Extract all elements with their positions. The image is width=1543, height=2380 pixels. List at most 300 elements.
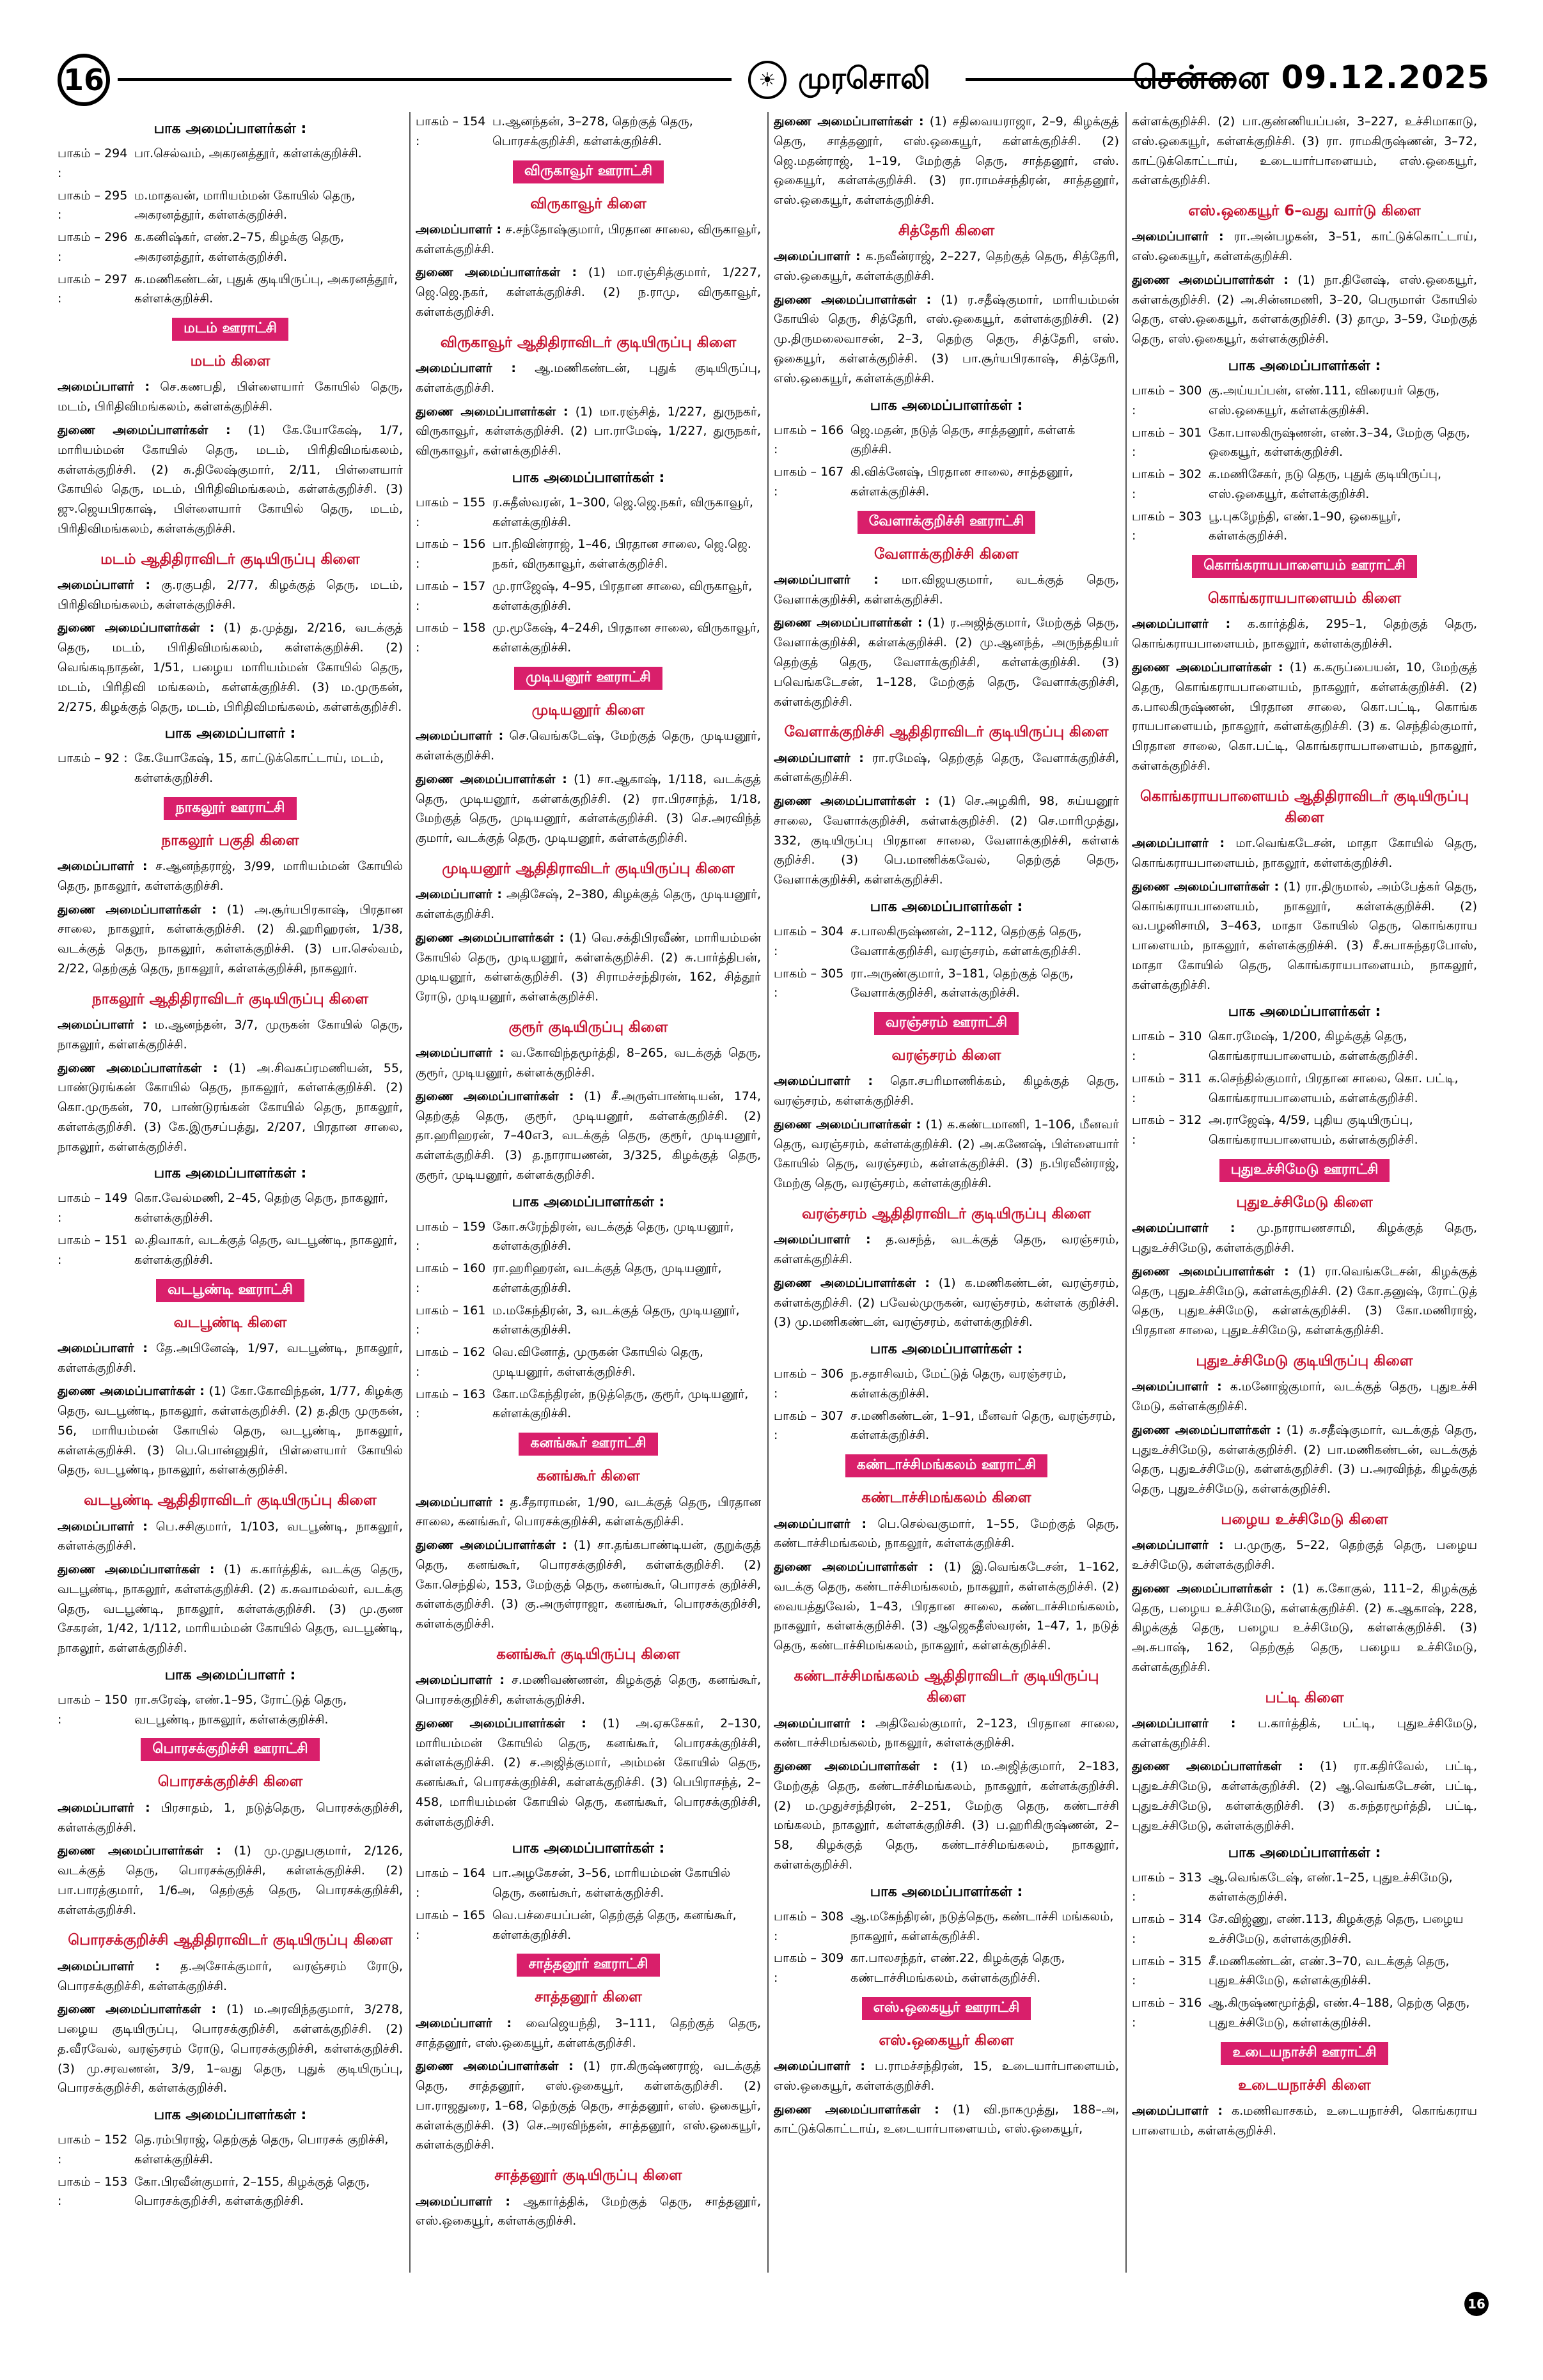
booth-details: ரா.ஹரிஹரன், வடக்குத் தெரு, முடியனூர், கள்ளக்குறிச்சி. [492,1261,722,1295]
member-entry [416,1493,761,1532]
booth-details: மு.மூகேஷ், 4–24சி, பிரதான சாலை, விருகாவூர், கள்ளக்குறிச்சி. [492,621,760,655]
branch-heading: மடம் ஆதிதிராவிடர் குடியிருப்பு கிளை [100,550,360,568]
booth-entry [774,462,1119,502]
member-details: (1) க.மணிகண்டன், வரஞ்சரம், கள்ளக்குறிச்சி. (2) பவேல்முருகன், வரஞ்சரம், கள்ளக் குறிச்சி. (3) மு.மணிகண்டன், வரஞ்சரம், கள்ளக்குறிச்சி. [774,1275,1119,1330]
member-details: (1) சா.தங்கபாண்டியன், குறுக்குத் தெரு, கனங்கூர், பொரசக்குறிச்சி, கள்ளக்குறிச்சி. (2) கோ.செந்தில், 153, மேற்குத் தெரு, கனங்கூர், பொரசக் குறிச்சி, கள்ளக்குறிச்சி. (3) கு.அருள்ராஜா, கனங்கூர், பொரசக்குறிச்சி, கள்ளக்குறிச்சி. [416,1538,761,1631]
member-entry [1132,877,1477,995]
branch-heading: குரூர் குடியிருப்பு கிளை [508,1018,668,1036]
role-label: துணை அமைப்பாளர்கள் : [416,930,565,945]
section-heading: பாக அமைப்பாளர்கள் : [870,899,1023,915]
booth-number: பாகம் – 303 : [1132,509,1202,543]
panchayat-banner: புதுஉச்சிமேடு ஊராட்சி [1219,1159,1390,1182]
member-details: (1) சதிவையராஜா, 2–9, கிழக்குத் தெரு, சாத்தனூர், எஸ்.ஒகையூர், கள்ளக்குறிச்சி. (2) ஜெ.மதன்ராஜ், 1–19, மேற்குத் தெரு, சாத்தனூர், எஸ். ஒகையூர், கள்ளக்குறிச்சி. (3) ரா.ராமச்சந்திரன், சாத்தனூர், எஸ்.ஒகையூர், கள்ளக்குறிச்சி. [774,114,1119,208]
booth-number: பாகம் – 304 : [774,924,844,958]
branch-heading: முடியனூர் ஆதிதிராவிடர் குடியிருப்பு கிளை [442,860,735,877]
booth-number: பாகம் – 162 : [416,1345,486,1379]
member-details: பெ.செல்வகுமார், 1–55, மேற்குத் தெரு, கண்டாச்சிமங்கலம், நாகலூர், கள்ளக்குறிச்சி. [774,1516,1119,1551]
member-details: (1) மா.ரஞ்சித்குமார், 1/227, ஜெ.ஜெ.நகர், கள்ளக்குறிச்சி. (2) ந.ராமு, விருகாவூர், கள்ளக்குறிச்சி. [416,265,761,319]
booth-entry [774,1948,1119,1988]
role-label: அமைப்பாளர் : [774,572,879,587]
booth-number: பாகம் – 295 : [58,188,128,222]
booth-entry [416,1259,761,1298]
role-label: அமைப்பாளர் : [774,751,864,765]
branch-heading: எஸ்.ஒகையூர் கிளை [879,2032,1014,2049]
member-entry [774,1514,1119,1554]
booth-number: பாகம் – 308 : [774,1909,844,1943]
booth-number: பாகம் – 305 : [774,966,844,1000]
role-label: அமைப்பாளர் : [1132,836,1225,851]
member-details: (1) க.கார்த்திக், வடக்கு தெரு, வடபூண்டி, நாகலூர், கள்ளக்குறிச்சி. (2) க.சுவாமல்லர், வடக்கு தெரு, வடபூண்டி, நாகலூர், கள்ளக்குறிச்சி. (3) மு.குண சேகரன், 1/42, 1/112, மாரியம்மன் கோயில் தெரு, வடபூண்டி, நாகலூர், கள்ளக்குறிச்சி. [58,1562,403,1656]
member-entry [774,290,1119,389]
member-entry [58,1841,403,1920]
panchayat-banner: எஸ்.ஒகையூர் ஊராட்சி [862,1997,1031,2020]
member-details: (1) ரா.கிருஷ்ணராஜ், வடக்குத் தெரு, சாத்தனூர், எஸ்.ஒகையூர், கள்ளக்குறிச்சி. (2) பா.ராஜதுரை, 1–68, தெற்குத் தெரு, சாத்தனூர், எஸ். ஒகையூர், கள்ளக்குறிச்சி. (3) செ.அரவிந்தன், சாத்தனூர், எஸ்.ஒகையூர், கள்ளக்குறிச்சி. [416,2059,761,2152]
booth-entry [416,577,761,616]
role-label: அமைப்பாளர் : [58,380,150,394]
booth-number: பாகம் – 310 : [1132,1029,1202,1064]
paper-name: முரசொலி [798,60,930,95]
panchayat-banner: மடம் ஊராட்சி [172,318,288,341]
booth-entry [1132,1110,1477,1150]
role-label: அமைப்பாளர் : [774,1716,866,1731]
role-label: துணை அமைப்பாளர்கள் : [774,1117,921,1132]
role-label: துணை அமைப்பாளர்கள் : [1132,272,1289,287]
member-details: (1) க.கருப்பையன், 10, மேற்குத் தெரு, கொங்கராயபாளையம், நாகலூர், கள்ளக்குறிச்சி. (2) க.பாலகிருஷ்ணன், பிரதான சாலை, கொ.பட்டி, கொங்க ராயபாளையம், நாகலூர், கள்ளக்குறிச்சி. (3) க. செந்தில்குமார், பிரதான சாலை, கொ.பட்டி, கொங்கராயபாளையம், நாகலூர், கள்ளக்குறிச்சி. [1132,660,1477,773]
booth-entry [58,749,403,788]
member-entry [774,1115,1119,1194]
booth-details: தெ.ரம்பிராஜ், தெற்குத் தெரு, பொரசக் குறிச்சி, கள்ளக்குறிச்சி. [134,2133,389,2166]
booth-number: பாகம் – 154 : [416,114,486,148]
role-label: துணை அமைப்பாளர்கள் : [416,1089,574,1103]
member-details: (1) க.கோகுல், 111–2, கிழக்குத் தெரு, பழைய உச்சிமேடு, கள்ளக்குறிச்சி. (2) க.ஆகாஷ், 228, கிழக்குத் தெரு, பழைய உச்சிமேடு, கள்ளக்குறிச்சி. (3) அ.சுபாஷ், 162, தெற்குத் தெரு, பழைய உச்சிமேடு, கள்ளக்குறிச்சி. [1132,1581,1477,1674]
booth-number: பாகம் – 160 : [416,1261,486,1295]
role-label: துணை அமைப்பாளர்கள் : [58,1384,205,1399]
page-header [58,51,1490,109]
branch-heading: புதுஉச்சிமேடு குடியிருப்பு கிளை [1196,1352,1413,1369]
member-details: ச.மணிவண்ணன், கிழக்குத் தெரு, கனங்கூர், பொரசக்குறிச்சி, கள்ளக்குறிச்சி. [416,1673,761,1707]
member-entry [774,613,1119,712]
booth-entry [416,1342,761,1382]
role-label: அமைப்பாளர் : [774,1516,867,1531]
booth-number: பாகம் – 158 : [416,621,486,655]
booth-number: பாகம் – 151 : [58,1233,128,1267]
booth-number: பாகம் – 315 : [1132,1954,1202,1988]
section-heading: பாக அமைப்பாளர்கள் : [512,1194,665,1210]
branch-heading: வடபூண்டி ஆதிதிராவிடர் குடியிருப்பு கிளை [84,1492,377,1509]
section-heading: பாக அமைப்பாளர்கள் : [153,121,307,137]
section-heading: பாக அமைப்பாளர்கள் : [512,469,665,486]
branch-heading: கண்டாச்சிமங்கலம் கிளை [861,1489,1031,1507]
role-label: அமைப்பாளர் : [416,361,516,376]
member-entry [58,575,403,615]
booth-entry [58,270,403,309]
member-entry [416,2057,761,2155]
booth-entry [416,534,761,574]
member-details: அதிவேல்குமார், 2–123, பிரதான சாலை, கண்டாச்சிமங்கலம், நாகலூர், கள்ளக்குறிச்சி. [774,1716,1119,1750]
panchayat-banner: விருகாவூர் ஊராட்சி [513,160,664,183]
booth-details: சீ.மணிகண்டன், எண்.3–70, வடக்குத் தெரு, புதுஉச்சிமேடு, கள்ளக்குறிச்சி. [1209,1954,1450,1988]
member-entry [774,749,1119,788]
member-details: (1) கே.யோகேஷ், 1/7, மாரியம்மன் கோயில் தெரு, மடம், பிரிதிவிமங்கலம், கள்ளக்குறிச்சி. (2) சு.திலேஷ்குமார், 2/11, பிள்ளையார் கோயில் தெரு, மடம், பிரிதிவிமங்கலம், கள்ளக்குறிச்சி. (3) ஜு.ஜெயபிரகாஷ், பிள்ளையார் கோயில் தெரு, மடம், பிரிதிவிமங்கலம், கள்ளக்குறிச்சி. [58,423,403,536]
booth-details: சே.விஜ்ணு, எண்.113, கிழக்குத் தெரு, பழைய உச்சிமேடு, கள்ளக்குறிச்சி. [1209,1912,1464,1946]
branch-heading: பழைய உச்சிமேடு கிளை [1221,1511,1388,1528]
role-label: அமைப்பாளர் : [416,887,502,902]
role-label: அமைப்பாளர் : [58,859,148,874]
member-details: (1) ரா.திருமால், அம்பேத்கர் தெரு, கொங்கராயபாளையம், நாகலூர், கள்ளக்குறிச்சி. (2) வ.பழனிசாமி, 3–463, மாதா கோயில் தெரு, கொங்கராய பாளையம், நாகலூர், கள்ளக்குறிச்சி. (3) சீ.சுபாசுந்தரபோஸ், மாதா கோயில் தெரு, கொங்கராயபாளையம், நாகலூர், கள்ளக்குறிச்சி. [1132,879,1477,992]
member-entry [58,1957,403,1996]
role-label: துணை அமைப்பாளர்கள் : [58,621,215,635]
booth-entry [1132,1027,1477,1066]
member-entry [58,1560,403,1658]
booth-details: ப.ஆனந்தன், 3–278, தெற்குத் தெரு, பொரசக்குறிச்சி, கள்ளக்குறிச்சி. [492,114,693,148]
branch-heading: பொரசக்குறிச்சி ஆதிதிராவிடர் குடியிருப்பு கிளை [68,1932,393,1949]
member-details: ப.கார்த்திக், பட்டி, புதுஉச்சிமேடு, கள்ளக்குறிச்சி. [1132,1716,1477,1750]
member-entry [416,885,761,924]
member-details: ப.முருகு, 5–22, தெற்குத் தெரு, பழைய உச்சிமேடு, கள்ளக்குறிச்சி. [1132,1538,1477,1572]
role-label: அமைப்பாளர் : [774,1233,871,1247]
booth-entry [1132,1909,1477,1949]
member-entry [1132,658,1477,776]
member-entry [774,1557,1119,1656]
booth-details: கே.யோகேஷ், 15, காட்டுக்கொட்டாய், மடம், கள்ளக்குறிச்சி. [134,751,384,786]
member-details: ரா.அன்பழகன், 3–51, காட்டுக்கொட்டாய், எஸ்.ஒகையூர், கள்ளக்குறிச்சி. [1132,229,1477,264]
booth-details: கோ.பாலகிருஷ்ணன், எண்.3–34, மேற்கு தெரு, ஒகையூர், கள்ளக்குறிச்சி. [1209,425,1470,460]
member-details: த.வசந்த், வடக்குத் தெரு, வரஞ்சரம், கள்ளக்குறிச்சி. [774,1233,1119,1267]
section-heading: பாக அமைப்பாளர் : [164,1667,296,1683]
role-label: அமைப்பாளர் : [774,1074,873,1089]
booth-number: பாகம் – 161 : [416,1303,486,1337]
booth-details: கு.அய்யப்பன், எண்.111, விரையர் தெரு, எஸ்.ஒகையூர், கள்ளக்குறிச்சி. [1209,384,1440,417]
panchayat-banner: கொங்கராயபாளையம் ஊராட்சி [1192,555,1417,578]
branch-heading: வரஞ்சரம் கிளை [891,1047,1001,1064]
panchayat-banner: கனங்கூர் ஊராட்சி [519,1433,657,1456]
booth-number: பாகம் – 153 : [58,2174,128,2209]
booth-number: பாகம் – 311 : [1132,1071,1202,1105]
booth-details: ச.மணிகண்டன், 1–91, மீனவர் தெரு, வரஞ்சரம், கள்ளக்குறிச்சி. [850,1408,1116,1443]
member-entry [1132,1757,1477,1835]
panchayat-banner: முடியனூர் ஊராட்சி [514,667,662,690]
booth-number: பாகம் – 307 : [774,1408,844,1443]
role-label: துணை அமைப்பாளர்கள் : [58,1844,221,1858]
booth-number: பாகம் – 155 : [416,495,486,529]
booth-number: பாகம் – 309 : [774,1951,844,1986]
branch-heading: கனங்கூர் கிளை [537,1468,640,1485]
member-details: (1) ரா.வெங்கடேசன், கிழக்குத் தெரு, புதுஉச்சிமேடு, கள்ளக்குறிச்சி. (2) கோ.தனுஷ், ரோட்டுத் தெரு, புதுஉச்சிமேடு, கள்ளக்குறிச்சி. (3) கோ.மணிராஜ், பிரதான சாலை, புதுஉச்சிமேடு, கள்ளக்குறிச்சி. [1132,1264,1477,1338]
member-entry [1132,834,1477,873]
member-details: கு.ரகுபதி, 2/77, கிழக்குத் தெரு, மடம், பிரிதிவிமங்கலம், கள்ளக்குறிச்சி. [58,577,403,612]
section-heading: பாக அமைப்பாளர்கள் : [153,1165,307,1182]
booth-details: கோ.மகேந்திரன், நடுத்தெரு, குரூர், முடியனூர், கள்ளக்குறிச்சி. [492,1387,749,1421]
role-label: அமைப்பாளர் : [1132,1716,1236,1731]
member-entry [416,263,761,322]
role-label: அமைப்பாளர் : [416,2194,511,2209]
panchayat-banner: கண்டாச்சிமங்கலம் ஊராட்சி [845,1454,1047,1477]
member-entry [58,377,403,417]
member-entry [1132,270,1477,349]
member-details: கள்ளக்குறிச்சி. (2) பா.குண்ணியப்பன், 3–227, உச்சிமாகாடு, எஸ்.ஒகையூர், கள்ளக்குறிச்சி. (3) ரா. ராமகிருஷ்ணன், 3–72, காட்டுக்கொட்டாய், உடையார்பாளையம், எஸ்.ஒகையூர், கள்ளக்குறிச்சி. [1132,114,1477,188]
role-label: அமைப்பாளர் : [774,2059,865,2074]
booth-entry [58,2172,403,2212]
booth-entry [58,186,403,226]
member-details: மு.நாராயணசாமி, கிழக்குத் தெரு, புதுஉச்சிமேடு, கள்ளக்குறிச்சி. [1132,1221,1477,1256]
member-details: (1) வெ.சக்திபிரவீண், மாரியம்மன் கோயில் தெரு, முடியனூர், கள்ளக்குறிச்சி. (2) சு.பார்த்திபன், முடியனூர், கள்ளக்குறிச்சி. (3) சிராமச்சந்திரன், 162, சித்தூர் ரோடு, முடியனூர், கள்ளக்குறிச்சி. [416,930,761,1004]
role-label: அமைப்பாளர் : [1132,229,1224,244]
booth-details: பா.அழகேசன், 3–56, மாரியம்மன் கோயில் தெரு, கனங்கூர், கள்ளக்குறிச்சி. [492,1866,731,1901]
role-label: அமைப்பாளர் : [58,1018,147,1032]
booth-details: ம.மாதவன், மாரியம்மன் கோயில் தெரு, அகரனத்தூர், கள்ளக்குறிச்சி. [134,188,356,222]
booth-entry [774,1364,1119,1404]
member-details: (1) கோ.கோவிந்தன், 1/77, கிழக்கு தெரு, வடபூண்டி, நாகலூர், கள்ளக்குறிச்சி. (2) த.திரு முருகன், 56, மாரியம்மன் கோயில் தெரு, வடபூண்டி, நாகலூர், கள்ளக்குறிச்சி. (3) பெ.பொன்னுதிர், பிள்ளையார் கோயில் தெரு, வடபூண்டி, நாகலூர், கள்ளக்குறிச்சி. [58,1384,403,1477]
booth-number: பாகம் – 313 : [1132,1870,1202,1904]
branch-heading: சித்தேரி கிளை [898,222,995,239]
member-entry [774,247,1119,286]
panchayat-banner: வேளாக்குறிச்சி ஊராட்சி [858,511,1036,534]
booth-number: பாகம் – 165 : [416,1908,486,1942]
member-details: (1) ம.அரவிந்தகுமார், 3/278, பழைய குடியிருப்பு, பொரசக்குறிச்சி, கள்ளக்குறிச்சி. (2) த.வீரவேல், வரஞ்சரம் ரோடு, பொரசக்குறிச்சி, கள்ளக்குறிச்சி. (3) மு.சரவணன், 3/9, 1–வது தெரு, புதுக் குடியிருப்பு, பொரசக்குறிச்சி, கள்ளக்குறிச்சி. [58,2002,403,2096]
booth-details: க.செந்தில்குமார், பிரதான சாலை, கொ. பட்டி, கொங்கராயபாளையம், கள்ளக்குறிச்சி. [1209,1071,1459,1105]
booth-details: ஆ.மகேந்திரன், நடுத்தெரு, கண்டாச்சி மங்கலம், நாகலூர், கள்ளக்குறிச்சி. [850,1909,1114,1943]
branch-heading: சாத்தனூர் குடியிருப்பு கிளை [494,2167,682,2184]
booth-entry [416,1217,761,1257]
member-details: அதிசேஷ், 2–380, கிழக்குத் தெரு, முடியனூர், கள்ளக்குறிச்சி. [416,887,761,922]
booth-number: பாகம் – 92 : [58,751,128,766]
branch-heading: விருகாவூர் கிளை [530,195,646,212]
member-details: (1) அ.சூர்யபிரகாஷ், பிரதான சாலை, நாகலூர், கள்ளக்குறிச்சி. (2) கி.ஹரிஹரன், 1/38, வடக்குத் தெரு, நாகலூர், கள்ளக்குறிச்சி. (3) பா.செல்வம், 2/22, தெற்குத் தெரு, நாகலூர், கள்ளக்குறிச்சி, நாகலூர். [58,902,403,976]
member-details: (1) ர.சதீஷ்குமார், மாரியம்மன் கோயில் தெரு, சித்தேரி, எஸ்.ஒகையூர், கள்ளக்குறிச்சி. (2) மு.திருமலைவாசன், 2–3, தெற்கு தெரு, சித்தேரி, எஸ். ஒகையூர், கள்ளக்குறிச்சி. (3) பா.சூர்யபிரகாஷ், சித்தேரி, எஸ்.ஒகையூர், கள்ளக்குறிச்சி. [774,292,1119,385]
member-details: மா.வெங்கடேசன், மாதா கோயில் தெரு, கொங்கராயபாளையம், நாகலூர், கள்ளக்குறிச்சி. [1132,836,1477,871]
booth-details: சு.மணிகண்டன், புதுக் குடியிருப்பு, அகரனத்தூர், கள்ளக்குறிச்சி. [134,272,398,306]
footer-page-number: 16 [1464,2292,1489,2316]
booth-details: கா.பாலசந்தர், எண்.22, கிழக்குத் தெரு, கண்டாச்சிமங்கலம், கள்ளக்குறிச்சி. [850,1951,1065,1986]
booth-number: பாகம் – 159 : [416,1219,486,1254]
booth-entry [1132,507,1477,547]
booth-entry [416,1301,761,1341]
role-label: அமைப்பாளர் : [416,222,502,237]
role-label: அமைப்பாளர் : [58,577,151,592]
member-entry [1132,1218,1477,1258]
member-entry [774,791,1119,890]
member-details: (1) அ.ஏசுசேகர், 2–130, மாரியம்மன் கோயில் தெரு, கனங்கூர், பொரசக்குறிச்சி, கள்ளக்குறிச்சி. (2) ச.அஜித்குமார், அம்மன் கோயில் தெரு, கனங்கூர், பொரசக்குறிச்சி, கள்ளக்குறிச்சி. (3) பெபிராசந்த், 2–458, மாரியம்மன் கோயில் தெரு, கனங்கூர், பொரசக்குறிச்சி, கள்ளக்குறிச்சி. [416,1716,761,1829]
branch-heading: முடியனூர் கிளை [531,702,645,719]
booth-details: வெ.வினோத், முருகன் கோயில் தெரு, முடியனூர், கள்ளக்குறிச்சி. [492,1345,703,1379]
booth-number: பாகம் – 163 : [416,1387,486,1421]
member-entry [416,2192,761,2232]
member-entry [58,421,403,539]
member-entry [416,2014,761,2053]
booth-entry [416,618,761,658]
booth-details: ரா.அருண்குமார், 3–181, தெற்குத் தெரு, வேளாக்குறிச்சி, கள்ளக்குறிச்சி. [850,966,1074,1000]
panchayat-banner: பொரசக்குறிச்சி ஊராட்சி [141,1738,319,1761]
role-label: துணை அமைப்பாளர்கள் : [416,1716,586,1731]
member-entry [416,928,761,1007]
branch-heading: விருகாவூர் ஆதிதிராவிடர் குடியிருப்பு கிளை [440,334,737,351]
member-details: க.நவீன்ராஜ், 2–227, தெற்குத் தெரு, சித்தேரி, எஸ்.ஒகையூர், கள்ளக்குறிச்சி. [774,249,1119,283]
member-entry [1132,112,1477,191]
member-entry [1132,1420,1477,1499]
branch-heading: எஸ்.ஒகையூர் 6–வது வார்டு கிளை [1188,203,1421,220]
booth-details: ஆ.வெங்கடேஷ், எண்.1–25, புதுஉச்சிமேடு, கள்ளக்குறிச்சி. [1209,1870,1453,1904]
member-entry [58,1015,403,1055]
member-entry [416,402,761,461]
page-number-badge: 16 [58,54,110,106]
member-details: க.மணிவாசகம், உடையநாச்சி, கொங்கராய பாளையம், கள்ளக்குறிச்சி. [1132,2103,1477,2138]
member-entry [774,570,1119,610]
role-label: அமைப்பாளர் : [1132,617,1231,632]
member-details: (1) சீ.அருள்பாண்டியன், 174, தெற்குத் தெரு, குரூர், முடியனூர், கள்ளக்குறிச்சி. (2) தா.ஹரிஹரன், 7–40எ3, வடக்குத் தெரு, குரூர், முடியனூர், கள்ளக்குறிச்சி. (3) த.நாராயணன், 3/325, கிழக்குத் தெரு, குரூர், முடியனூர், கள்ளக்குறிச்சி. [416,1089,761,1182]
booth-number: பாகம் – 294 : [58,146,128,180]
booth-number: பாகம் – 152 : [58,2133,128,2166]
booth-number: பாகம் – 306 : [774,1367,844,1401]
member-details: (1) வி.நாகமுத்து, 188–அ, காட்டுக்கொட்டாய், உடையார்பாளையம், எஸ்.ஒகையூர், [774,2102,1119,2136]
member-entry [58,1517,403,1557]
role-label: துணை அமைப்பாளர்கள் : [1132,879,1280,894]
member-details: (1) இ.வெங்கடேசன், 1–162, வடக்கு தெரு, கண்டாச்சிமங்கலம், நாகலூர், கள்ளக்குறிச்சி. (2) வையத்துவேல், 1–43, பிரதான சாலை, கண்டாச்சிமங்கலம், நாகலூர், கள்ளக்குறிச்சி. (3) ஆஜெகதீஸ்வரன், 1–47, 1, நடுத் தெரு, கண்டாச்சிமங்கலம், நாகலூர், கள்ளக்குறிச்சி. [774,1560,1119,1653]
booth-number: பாகம் – 300 : [1132,384,1202,417]
member-details: (1) செ.அழகிரி, 98, சுய்யனூர் சாலை, வேளாக்குறிச்சி, கள்ளக்குறிச்சி. (2) செ.மாரிமுத்து, 332, குடியிருப்பு பிரதான சாலை, வேளாக்குறிச்சி, கள்ளக் குறிச்சி. (3) பெ.மாணிக்கவேல், தெற்குத் தெரு, வேளாக்குறிச்சி, கள்ளக்குறிச்சி. [774,794,1119,887]
member-details: (1) ம.அஜித்குமார், 2–183, மேற்குத் தெரு, கண்டாச்சிமங்கலம், நாகலூர், கள்ளக்குறிச்சி. (2) ம.முதுச்சந்திரன், 2–251, மேற்கு தெரு, கண்டாச்சி மங்கலம், நாகலூர், கள்ளக்குறிச்சி. (3) ப.ஹரிகிருஷ்ணன், 2–58, கிழக்குத் தெரு, கண்டாச்சிமங்கலம், நாகலூர், கள்ளக்குறிச்சி. [774,1759,1119,1872]
member-entry [1132,614,1477,654]
member-entry [58,1381,403,1480]
role-label: அமைப்பாளர் : [774,249,861,264]
member-details: ஆகார்த்திக், மேற்குத் தெரு, சாத்தனூர், எஸ்.ஒகையூர், கள்ளக்குறிச்சி. [416,2194,761,2228]
role-label: துணை அமைப்பாளர்கள் : [58,902,217,917]
dateline: சென்னை 09.12.2025 [1132,59,1490,96]
booth-details: கொ.வேல்மணி, 2–45, தெற்கு தெரு, நாகலூர், கள்ளக்குறிச்சி. [134,1191,389,1225]
role-label: துணை அமைப்பாளர்கள் : [1132,1581,1285,1596]
section-heading: பாக அமைப்பாளர் : [164,726,296,742]
role-label: துணை அமைப்பாளர்கள் : [774,2102,939,2117]
booth-number: பாகம் – 150 : [58,1692,128,1727]
booth-details: ரா.சுரேஷ், எண்.1–95, ரோட்டுத் தெரு, வடபூண்டி, நாகலூர், கள்ளக்குறிச்சி. [134,1692,347,1727]
member-entry [58,1798,403,1838]
booth-entry [774,421,1119,460]
article-columns [58,112,1490,2273]
role-label: துணை அமைப்பாளர்கள் : [58,423,231,437]
member-details: (1) ர.அஜித்குமார், மேற்குத் தெரு, வேளாக்குறிச்சி, கள்ளக்குறிச்சி. (2) மு.ஆனந்த், அருந்ததியர் தெற்குத் தெரு, வேளாக்குறிச்சி, கள்ளக்குறிச்சி. (3) பவெங்கடேசன், 1–128, மேற்குத் தெரு, வேளாக்குறிச்சி, கள்ளக்குறிச்சி. [774,616,1119,709]
booth-entry [1132,381,1477,421]
booth-details: கோ.பிரவீன்குமார், 2–155, கிழக்குத் தெரு, பொரசக்குறிச்சி, கள்ளக்குறிச்சி. [134,2174,370,2209]
member-details: (1) அ.சிவசுப்ரமணியன், 55, பாண்டுரங்கன் கோயில் தெரு, நாகலூர், கள்ளக்குறிச்சி. (2) கொ.முருகன், 70, பாண்டுரங்கன் கோயில் தெரு, நாகலூர், கள்ளக்குறிச்சி. (3) கே.இருசப்பத்து, 2/207, பிரதான சாலை, நாகலூர், கள்ளக்குறிச்சி. [58,1061,403,1154]
branch-heading: பட்டி கிளை [1265,1689,1344,1706]
branch-heading: கொங்கராயபாளையம் ஆதிதிராவிடர் குடியிருப்பு கிளை [1140,788,1469,826]
member-details: (1) ரா.கதிர்வேல், பட்டி, புதுஉச்சிமேடு, கள்ளக்குறிச்சி. (2) ஆ.வெங்கடேசன், பட்டி, புதுஉச்சிமேடு, கள்ளக்குறிச்சி. (3) க.சுந்தரமூர்த்தி, பட்டி, புதுஉச்சிமேடு, கள்ளக்குறிச்சி. [1132,1759,1477,1833]
booth-details: ச.பாலகிருஷ்ணன், 2–112, தெற்குத் தெரு, வேளாக்குறிச்சி, வரஞ்சரம், கள்ளக்குறிச்சி. [850,924,1082,958]
role-label: அமைப்பாளர் : [58,1341,148,1355]
section-heading: பாக அமைப்பாளர்கள் : [1228,358,1381,374]
section-heading: பாக அமைப்பாளர்கள் : [1228,1004,1381,1020]
member-details: க.கார்த்திக், 295–1, தெற்குத் தெரு, கொங்கராயபாளையம், நாகலூர், கள்ளக்குறிச்சி. [1132,617,1477,651]
member-entry [416,1670,761,1710]
member-details: வ.கோவிந்தமூர்த்தி, 8–265, வடக்குத் தெரு, குரூர், முடியனூர், கள்ளக்குறிச்சி. [416,1046,761,1080]
booth-details: ஜெ.மதன், நடுத் தெரு, சாத்தனூர், கள்ளக் குறிச்சி. [850,423,1076,457]
role-label: அமைப்பாளர் : [58,1800,150,1815]
booth-number: பாகம் – 312 : [1132,1113,1202,1147]
section-heading: பாக அமைப்பாளர்கள் : [512,1840,665,1857]
booth-entry [58,144,403,183]
member-details: தொ.சபரிமாணிக்கம், கிழக்குத் தெரு, வரஞ்சரம், கள்ளக்குறிச்சி. [774,1074,1119,1108]
sun-emblem-icon: ☀ [748,61,787,99]
member-details: (1) மு.முதுபகுமார், 2/126, வடக்குத் தெரு, பொரசக்குறிச்சி, கள்ளக்குறிச்சி. (2) பா.பாரத்குமார், 1/6அ, தெற்குத் தெரு, பொரசக்குறிச்சி, கள்ளக்குறிச்சி. [58,1844,403,1917]
role-label: துணை அமைப்பாளர்கள் : [58,1562,215,1577]
member-details: (1) சு.சதீஷ்குமார், வடக்குத் தெரு, புதுஉச்சிமேடு, கள்ளக்குறிச்சி. (2) பா.மணிகண்டன், வடக்குத் தெரு, புதுஉச்சிமேடு, கள்ளக்குறிச்சி. (3) ப.அரவிந்த், கிழக்குத் தெரு, புதுஉச்சிமேடு, கள்ளக்குறிச்சி. [1132,1422,1477,1497]
section-heading: பாக அமைப்பாளர்கள் : [870,397,1023,414]
member-entry [774,112,1119,210]
role-label: அமைப்பாளர் : [58,1959,160,1973]
booth-number: பாகம் – 296 : [58,230,128,264]
booth-number: பாகம் – 149 : [58,1191,128,1225]
member-details: செ.கணபதி, பிள்ளையார் கோயில் தெரு, மடம், பிரிதிவிமங்கலம், கள்ளக்குறிச்சி. [58,380,403,414]
role-label: துணை அமைப்பாளர்கள் : [1132,660,1283,674]
member-entry [416,220,761,260]
role-label: அமைப்பாளர் : [1132,1221,1235,1236]
booth-details: வெ.பச்சையப்பன், தெற்குத் தெரு, கனங்கூர், கள்ளக்குறிச்சி. [492,1908,737,1942]
branch-heading: வடபூண்டி கிளை [173,1314,287,1331]
branch-heading: உடையநாச்சி கிளை [1238,2076,1371,2094]
role-label: துணை அமைப்பாளர்கள் : [774,1759,938,1774]
member-details: க.மனோஜ்குமார், வடக்குத் தெரு, புதுஉச்சி மேடு, கள்ளக்குறிச்சி. [1132,1380,1477,1414]
role-label: துணை அமைப்பாளர்கள் : [416,1538,567,1553]
branch-heading: நாகலூர் ஆதிதிராவிடர் குடியிருப்பு கிளை [92,990,368,1007]
booth-entry [58,1690,403,1730]
branch-heading: கொங்கராயபாளையம் கிளை [1207,590,1402,607]
branch-heading: கண்டாச்சிமங்கலம் ஆதிதிராவிடர் குடியிருப்பு கிளை [794,1667,1099,1706]
branch-heading: நாகலூர் பகுதி கிளை [161,832,299,849]
member-entry [416,1536,761,1634]
member-details: வைஜெயந்தி, 3–111, தெற்குத் தெரு, சாத்தனூர், எஸ்.ஒகையூர், கள்ளக்குறிச்சி. [416,2016,761,2050]
booth-number: பாகம் – 316 : [1132,1996,1202,2030]
role-label: அமைப்பாளர் : [58,1519,148,1534]
member-entry [774,1714,1119,1754]
panchayat-banner: நாகலூர் ஊராட்சி [164,797,296,820]
member-details: பிரசாதம், 1, நடுத்தெரு, பொரசக்குறிச்சி, கள்ளக்குறிச்சி. [58,1800,403,1835]
member-entry [416,1714,761,1832]
branch-heading: பொரசக்குறிச்சி கிளை [157,1773,303,1791]
booth-details: மு.ராஜேஷ், 4–95, பிரதான சாலை, விருகாவூர், கள்ளக்குறிச்சி. [492,579,753,613]
role-label: துணை அமைப்பாளர்கள் : [58,1061,218,1075]
booth-entry [774,964,1119,1004]
role-label: அமைப்பாளர் : [1132,1380,1222,1394]
booth-number: பாகம் – 167 : [774,465,844,499]
role-label: துணை அமைப்பாளர்கள் : [774,114,924,128]
booth-details: ந.சதாசிவம், மேட்டுத் தெரு, வரஞ்சரம், கள்ளக்குறிச்சி. [850,1367,1067,1401]
member-entry [774,1230,1119,1270]
booth-entry [416,112,761,152]
member-details: ரா.ரமேஷ், தெற்குத் தெரு, வேளாக்குறிச்சி, கள்ளக்குறிச்சி. [774,751,1119,785]
role-label: துணை அமைப்பாளர்கள் : [416,404,568,419]
booth-details: கொ.ரமேஷ், 1/200, கிழக்குத் தெரு, கொங்கராயபாளையம், கள்ளக்குறிச்சி. [1209,1029,1418,1064]
member-entry [774,1071,1119,1111]
member-details: ஆ.மணிகண்டன், புதுக் குடியிருப்பு, கள்ளக்குறிச்சி. [416,361,761,395]
role-label: அமைப்பாளர் : [1132,1538,1224,1553]
member-entry [58,618,403,717]
booth-number: பாகம் – 314 : [1132,1912,1202,1946]
booth-entry [58,228,403,267]
role-label: அமைப்பாளர் : [416,1046,505,1061]
column-3 [774,112,1119,2273]
booth-number: பாகம் – 157 : [416,579,486,613]
booth-details: பூ.புகழேந்தி, எண்.1–90, ஒகையூர், கள்ளக்குறிச்சி. [1209,509,1401,543]
member-details: பெ.சசிகுமார், 1/103, வடபூண்டி, நாகலூர், கள்ளக்குறிச்சி. [58,1519,403,1553]
booth-entry [416,1906,761,1945]
member-entry [58,1339,403,1378]
booth-number: பாகம் – 302 : [1132,467,1202,501]
member-entry [1132,1536,1477,1575]
role-label: துணை அமைப்பாளர்கள் : [774,1275,930,1290]
booth-details: பா.நிவின்ராஜ், 1–46, பிரதான சாலை, ஜெ.ஜெ. நகர், விருகாவூர், கள்ளக்குறிச்சி. [492,537,751,572]
role-label: துணை அமைப்பாளர்கள் : [774,292,932,307]
column-4 [1132,112,1477,2273]
member-entry [58,2000,403,2098]
